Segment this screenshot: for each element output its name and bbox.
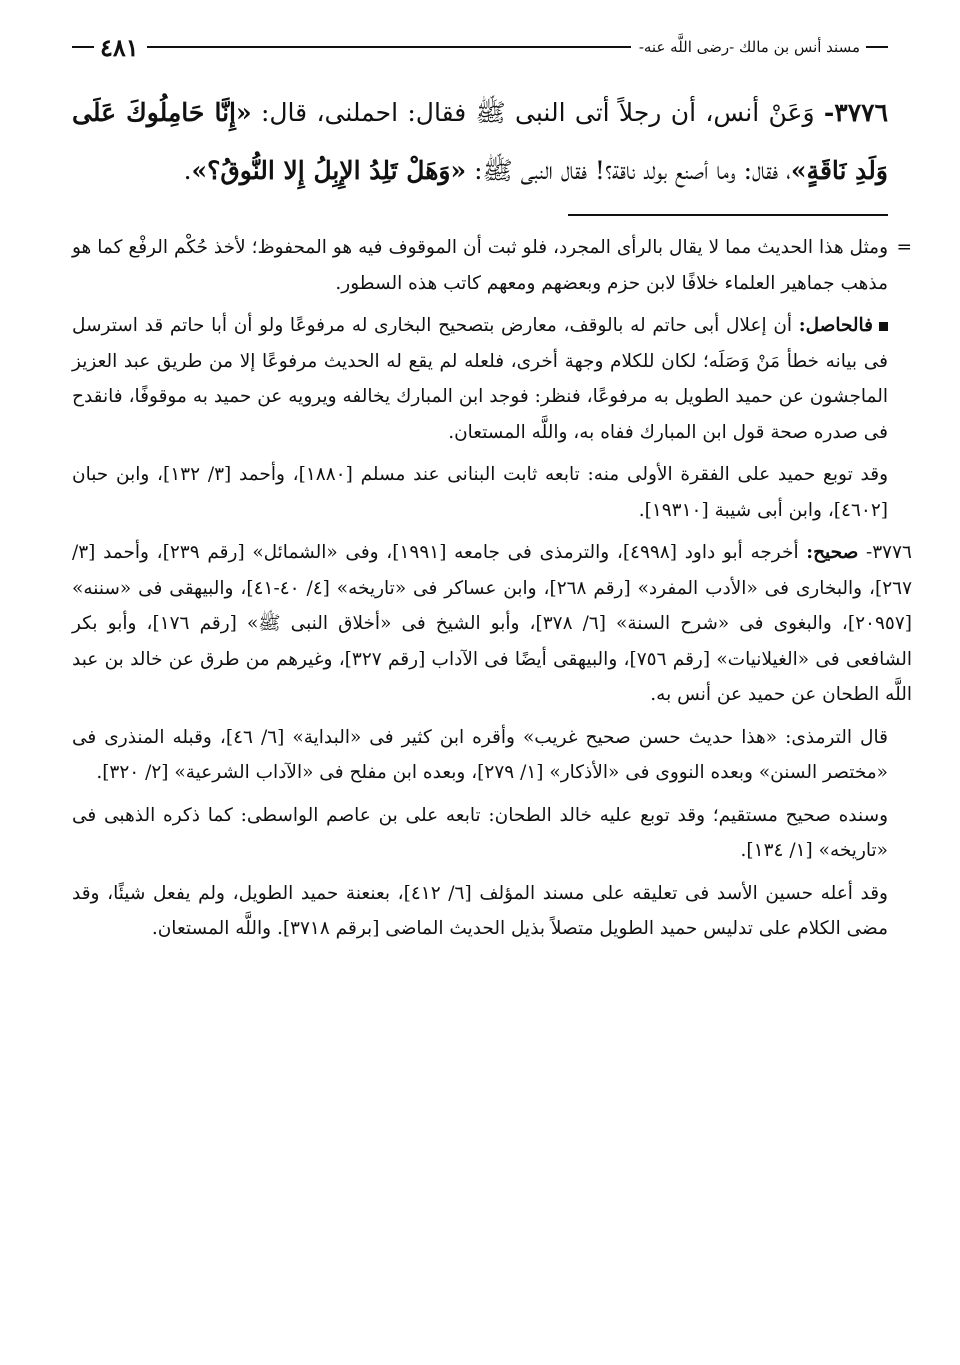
footnote-lead: صحيح: (806, 542, 859, 563)
hadith-main-text (72, 84, 888, 200)
footnote-text: أن إعلال أبى حاتم له بالوقف، معارض بتصحيح البخارى له مرفوعًا ولو أن أبا حاتم قد استرسل فى بيانه خطأ مَنْ وَصَلَه؛ لكان للكلام وجهة أخرى، فلعله لم يقع له الحديث مرفوعًا إلا من طريق عبد العزيز الماجشون عن حميد الطويل به مرفوعًا، فنظر: فوجد ابن المبارك يخالفه ويرويه عن حميد به موقوفًا، فانقدح فى صدره صحة قول ابن المبارك ففاه به، واللَّه المستعان. (72, 315, 888, 443)
header-dash (866, 46, 888, 48)
hadith-prophetic-quote: «إِنَّا حَامِلُوكَ عَلَى وَلَدِ نَاقَةٍ» (72, 98, 888, 185)
hadith-text-part: ، فقال: وما أصنع بولد ناقة؟! فقال النبى ﷺ: (466, 156, 791, 185)
header-dash (72, 46, 94, 48)
hadith-number: ٣٧٧٦- (823, 98, 888, 127)
footnote-paragraph (72, 308, 888, 450)
footnotes (72, 230, 913, 947)
footnote-paragraph (72, 535, 912, 713)
footnote-paragraph (72, 876, 888, 947)
footnote-text: قال الترمذى: «هذا حديث حسن صحيح غريب» وأقره ابن كثير فى «البداية» [٦/ ٤٦]، وقبله المنذرى فى «مختصر السنن» وبعده النووى فى «الأذكار» [١/ ٢٧٩]، وبعده ابن مفلح فى «الآداب الشرعية» [٢/ ٣٢٠]. (72, 726, 888, 783)
footnote-text: وقد توبع حميد على الفقرة الأولى منه: تابعه ثابت البنانى عند مسلم [١٨٨٠]، وأحمد [٣/ ١٣٢]، وابن حبان [٤٦٠٢]، وابن أبى شيبة [١٩٣١٠]. (72, 464, 888, 521)
footnote-lead: فالحاصل: (798, 315, 874, 336)
hadith-prophetic-quote: «وَهَلْ تَلِدُ الإِبِلُ إِلا النُّوقُ؟» (191, 156, 467, 185)
footnote-separator (568, 214, 888, 216)
footnote-paragraph (72, 457, 888, 528)
continuation-mark: = (896, 237, 912, 258)
footnote-text: أخرجه أبو داود [٤٩٩٨]، والترمذى فى جامعه [١٩٩١]، وفى «الشمائل» [رقم ٢٣٩]، وأحمد [٣/ ٢٦٧]، والبخارى فى «الأدب المفرد» [رقم ٢٦٨]، وابن عساكر فى «تاريخه» [٤/ ٤٠-٤١]، والبيهقى فى «سننه» [٢٠٩٥٧]، والبغوى فى «شرح السنة» [٦/ ٣٧٨]، وأبو الشيخ فى «أخلاق النبى ﷺ» [رقم ١٧٦]، وأبو بكر الشافعى فى «الغيلانيات» [رقم ٧٥٦]، والبيهقى أيضًا فى الآداب [رقم ٣٢٧]، وغيرهم من طرق عن خالد بن عبد اللَّه الطحان عن حميد عن أنس به. (72, 542, 913, 705)
header-title: مسند أنس بن مالك -رضى اللَّه عنه- (638, 38, 860, 56)
page-number: ٤٨١ (100, 32, 139, 62)
hadith-text-part: وَعَنْ أنس، أن رجلاً أتى النبى ﷺ فقال: احملنى، قال: (251, 98, 815, 127)
header-rule (147, 46, 631, 48)
footnote-text: وسنده صحيح مستقيم؛ وقد توبع عليه خالد الطحان: تابعه على بن عاصم الواسطى: كما ذكره الذهبى فى «تاريخه» [١/ ١٣٤]. (72, 804, 888, 861)
footnote-paragraph (72, 798, 888, 869)
footnote-paragraph (72, 230, 912, 301)
book-page (72, 30, 913, 1325)
footnote-number: ٣٧٧٦- (865, 542, 912, 563)
hadith-text-part: . (183, 156, 192, 185)
square-bullet-icon (879, 322, 888, 331)
footnote-text: وقد أعله حسين الأسد فى تعليقه على مسند المؤلف [٦/ ٤١٢]، بعنعنة حميد الطويل، ولم يفعل شيئًا، وقد مضى الكلام على تدليس حميد الطويل متصلاً بذيل الحديث الماضى [برقم ٣٧١٨]. واللَّه المستعان. (72, 882, 888, 939)
footnote-text: ومثل هذا الحديث مما لا يقال بالرأى المجرد، فلو ثبت أن الموقوف فيه هو المحفوظ؛ لأخذ حُكْم الرفْع كما هو مذهب جماهير العلماء خلافًا لابن حزم وبعضهم ومعهم كاتب هذه السطور. (72, 237, 888, 294)
footnote-paragraph (72, 720, 888, 791)
running-header (72, 30, 888, 64)
